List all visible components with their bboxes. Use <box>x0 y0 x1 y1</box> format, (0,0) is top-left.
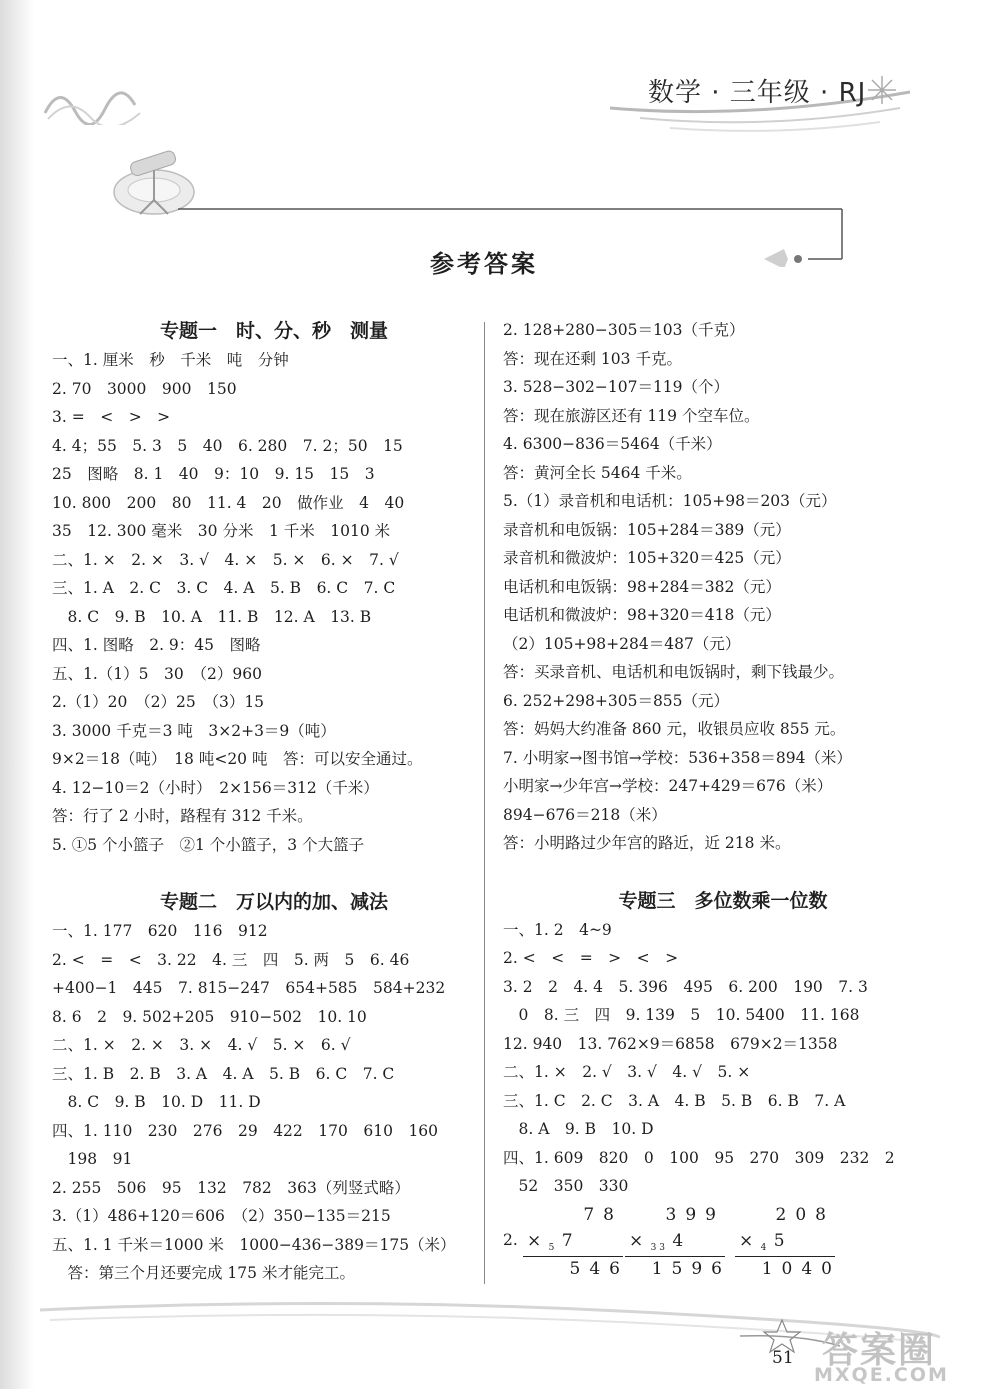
answer-line: 3. 2 2 4. 4 5. 396 495 6. 200 190 7. 3 <box>503 977 868 996</box>
answer-line: 答：现在还剩 103 千克。 <box>503 349 682 368</box>
answer-line: 三、1. C 2. C 3. A 4. B 5. B 6. B 7. A <box>503 1091 846 1110</box>
answer-line: 电话机和微波炉：98+320＝418（元） <box>503 606 781 624</box>
answer-line: 5. ①5 个小篮子 ②1 个小篮子，3 个大篮子 <box>52 835 365 854</box>
page-title: 参考答案 <box>430 250 538 278</box>
multiplicand: 208 <box>775 1204 835 1225</box>
page-number: 51 <box>772 1348 794 1368</box>
answer-line: 8. A 9. B 10. D <box>503 1120 654 1138</box>
answer-line: 3.（1）486+120＝606 （2）350−135＝215 <box>52 1207 391 1225</box>
multiply-sign: × <box>739 1230 754 1251</box>
answer-line: 五、1.（1）5 30 （2）960 <box>52 664 262 683</box>
answer-line: 电话机和电饭锅：98+284＝382（元） <box>503 577 781 596</box>
multiplier-row <box>739 1231 785 1253</box>
answer-line: 4. 6300−836＝5464（千米） <box>503 435 722 453</box>
answer-line: 35 12. 300 毫米 30 分米 1 千米 1010 米 <box>52 522 391 540</box>
page-edge-shadow <box>0 0 34 1389</box>
answer-line: 5.（1）录音机和电话机：105+98＝203（元） <box>503 492 837 510</box>
result-line <box>735 1256 835 1257</box>
carry-digits: 4 <box>760 1242 767 1253</box>
subject-grade-label: 数学 · 三年级 · RJ <box>648 78 867 108</box>
carry-digits: 3 3 <box>650 1242 665 1253</box>
answer-line: 198 91 <box>52 1150 133 1168</box>
multiplicand: 78 <box>583 1204 623 1225</box>
section-title: 专题三 多位数乘一位数 <box>618 889 828 912</box>
vertical-multiplication <box>735 1203 841 1291</box>
watermark-text: 答案圈 <box>822 1330 937 1371</box>
answer-line: 3. 3000 千克＝3 吨 3×2+3＝9（吨） <box>52 721 336 740</box>
answer-line: 小明家→少年宫→学校：247+429＝676（米） <box>503 777 833 795</box>
answer-line: 录音机和微波炉：105+320＝425（元） <box>503 549 791 567</box>
answer-line: 52 350 330 <box>503 1177 629 1195</box>
product: 1596 <box>651 1258 731 1279</box>
answer-line: +400−1 445 7. 815−247 654+585 584+232 <box>52 979 446 997</box>
answer-line: 一、1. 177 620 116 912 <box>52 922 268 940</box>
answer-line: 894−676＝218（米） <box>503 805 667 824</box>
product: 546 <box>569 1258 629 1279</box>
answer-line: 四、1. 110 230 276 29 422 170 610 160 <box>52 1121 439 1140</box>
section-title: 专题一 时、分、秒 测量 <box>159 320 388 342</box>
answer-line: 答：小明路过少年宫的路近，近 218 米。 <box>503 834 791 852</box>
answer-line: 答：行了 2 小时，路程有 312 千米。 <box>52 807 313 825</box>
answer-line: 4. 12−10＝2（小时） 2×156＝312（千米） <box>52 778 379 797</box>
multiplicand: 399 <box>665 1204 725 1225</box>
watermark-logo <box>812 1322 1000 1389</box>
answer-line: 五、1. 1 千米＝1000 米 1000−436−389＝175（米） <box>52 1235 456 1254</box>
answer-line: 3. = < > > <box>52 408 171 426</box>
multiplier-row <box>527 1231 573 1253</box>
answer-line: 3. 528−302−107＝119（个） <box>503 378 730 396</box>
left-column <box>52 316 472 1288</box>
answer-line: 2. < < = > < > <box>503 949 679 967</box>
multiplier: 5 <box>773 1230 785 1251</box>
answer-line: 三、1. B 2. B 3. A 4. A 5. B 6. C 7. C <box>52 1064 395 1083</box>
answer-line: 2. < = < 3. 22 4. 三 四 5. 两 5 6. 46 <box>52 950 410 969</box>
answer-line: 二、1. × 2. √ 3. √ 4. √ 5. × <box>503 1063 751 1081</box>
vertical-multiplication <box>625 1203 731 1291</box>
multiplier-row <box>629 1231 683 1253</box>
answer-line: 一、1. 2 4~9 <box>503 920 612 939</box>
answer-line: 四、1. 609 820 0 100 95 270 309 232 2 <box>503 1148 895 1167</box>
watermark-domain: MXQE.COM <box>814 1364 949 1386</box>
answer-line: 25 图略 8. 1 40 9：10 9. 15 15 3 <box>52 465 375 483</box>
result-line <box>523 1256 623 1257</box>
answer-line: 答：买录音机、电话机和电饭锅时，剩下钱最少。 <box>503 663 845 681</box>
answer-line: 8. 6 2 9. 502+205 910−502 10. 10 <box>52 1007 367 1026</box>
vertical-multiplication-row <box>503 1203 943 1293</box>
question-number: 2. <box>503 1230 518 1249</box>
answer-line: 9×2＝18（吨） 18 吨<20 吨 答：可以安全通过。 <box>52 750 423 768</box>
answer-line: 7. 小明家→图书馆→学校：536+358＝894（米） <box>503 748 852 767</box>
answer-line: 一、1. 厘米 秒 千米 吨 分钟 <box>52 351 289 369</box>
answer-line: （2）105+98+284＝487（元） <box>503 634 741 653</box>
multiplier: 4 <box>672 1230 684 1251</box>
corner-sketch-decoration <box>40 75 150 125</box>
result-line <box>625 1256 725 1257</box>
product: 1040 <box>761 1258 841 1279</box>
answer-line: 8. C 9. B 10. A 11. B 12. A 13. B <box>52 607 372 626</box>
answer-line: 答：第三个月还要完成 175 米才能完工。 <box>52 1264 355 1282</box>
carry-digits: 5 <box>548 1242 555 1253</box>
vertical-multiplication <box>523 1203 629 1291</box>
answer-line: 2.（1）20 （2）25 （3）15 <box>52 693 265 711</box>
answer-line: 2. 255 506 95 132 782 363（列竖式略） <box>52 1178 410 1197</box>
answer-line: 录音机和电饭锅：105+284＝389（元） <box>503 520 791 539</box>
answer-line: 12. 940 13. 762×9＝6858 679×2＝1358 <box>503 1034 838 1053</box>
right-column <box>503 316 943 1293</box>
answer-line: 10. 800 200 80 11. 4 20 做作业 4 40 <box>52 493 405 512</box>
answer-line: 答：黄河全长 5464 千米。 <box>503 463 692 482</box>
footer-wave-decoration <box>40 1290 940 1360</box>
answer-line: 2. 70 3000 900 150 <box>52 379 237 398</box>
answer-line: 答：现在旅游区还有 119 个空车位。 <box>503 406 760 425</box>
answer-line: 4. 4；55 5. 3 5 40 6. 280 7. 2；50 15 <box>52 436 403 455</box>
answer-line: 6. 252+298+305＝855（元） <box>503 691 730 710</box>
answer-line: 答：妈妈大约准备 860 元，收银员应收 855 元。 <box>503 720 846 738</box>
answer-line: 0 8. 三 四 9. 139 5 10. 5400 11. 168 <box>503 1006 860 1024</box>
column-divider <box>484 322 485 1284</box>
answer-line: 8. C 9. B 10. D 11. D <box>52 1093 261 1111</box>
multiplier: 7 <box>561 1230 573 1251</box>
answer-line: 三、1. A 2. C 3. C 4. A 5. B 6. C 7. C <box>52 579 396 597</box>
answer-line: 2. 128+280−305＝103（千克） <box>503 321 745 339</box>
section-title: 专题二 万以内的加、减法 <box>159 891 388 913</box>
multiply-sign: × <box>629 1230 644 1251</box>
answer-line: 四、1. 图略 2. 9：45 图略 <box>52 636 261 654</box>
answer-line: 二、1. × 2. × 3. √ 4. × 5. × 6. × 7. √ <box>52 550 399 569</box>
multiply-sign: × <box>527 1230 542 1251</box>
answer-line: 二、1. × 2. × 3. × 4. √ 5. × 6. √ <box>52 1036 351 1054</box>
